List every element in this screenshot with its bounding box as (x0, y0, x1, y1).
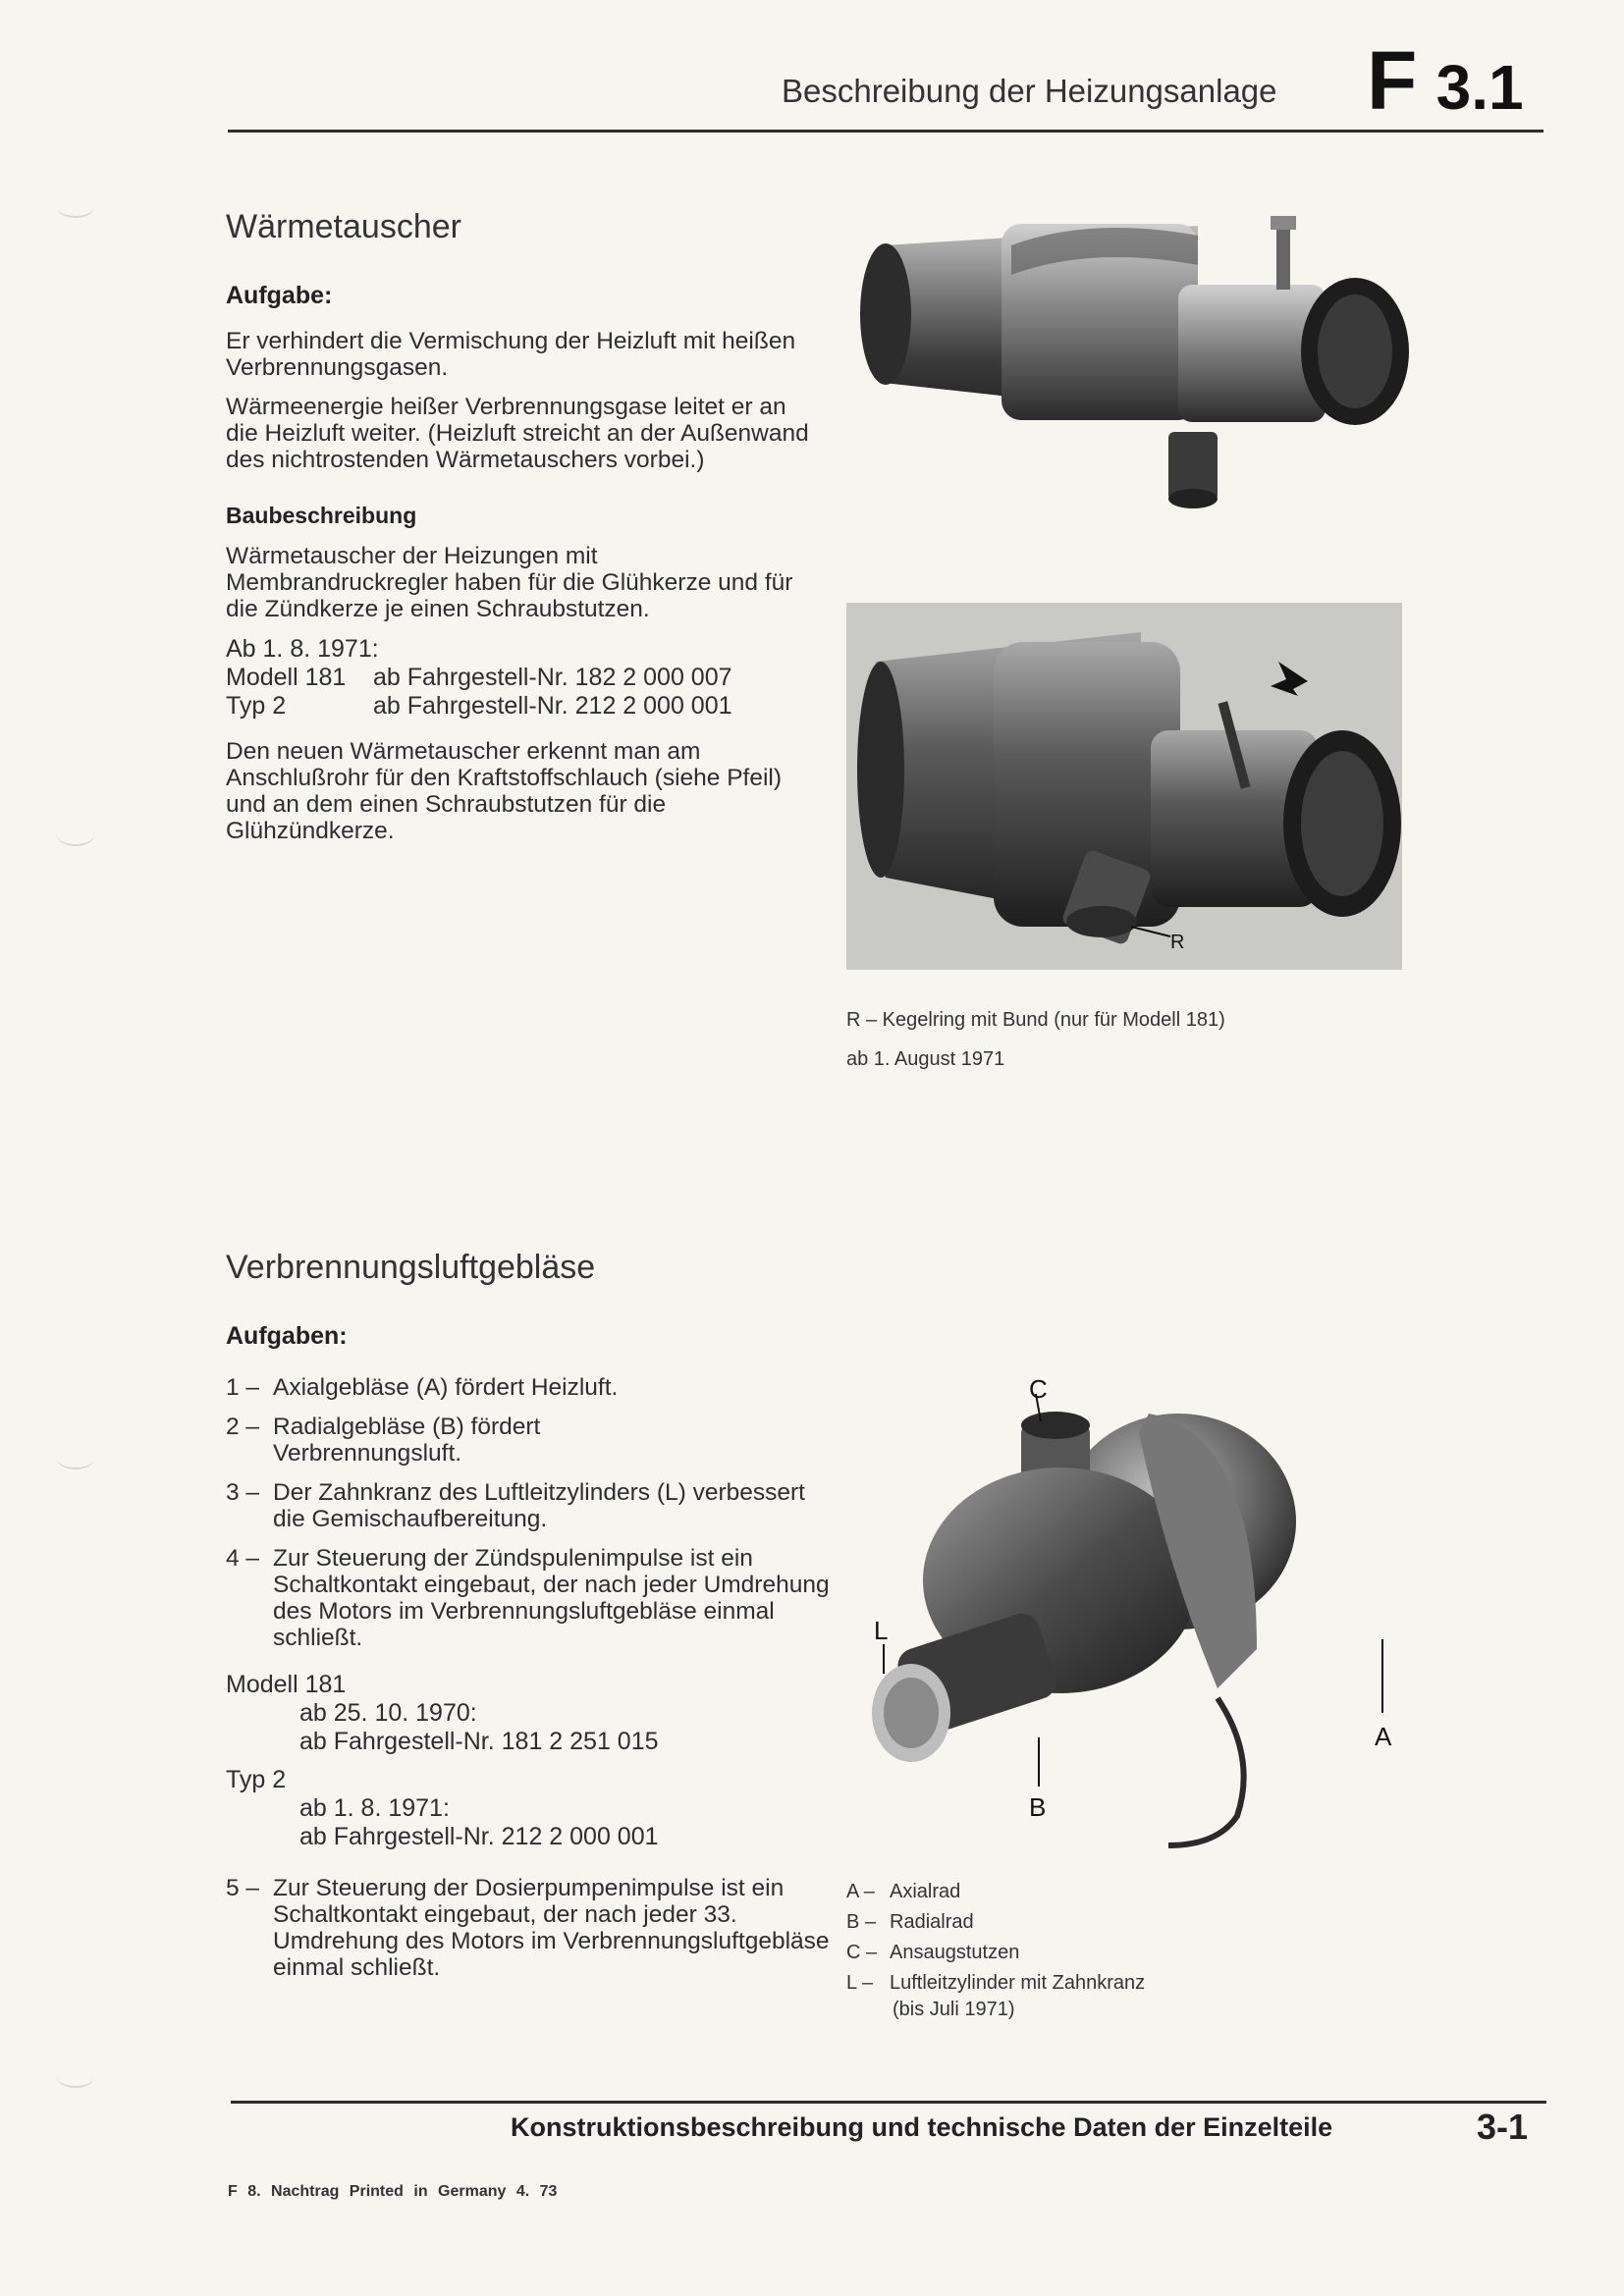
chassis-spec-2 (226, 1671, 835, 1851)
list-text: Radialgebläse (B) fördert Verbrennungsluft. (273, 1414, 541, 1467)
photo-legend (846, 1877, 1145, 2020)
spec-value: ab Fahrgestell-Nr. 181 2 251 015 (299, 1728, 659, 1755)
caption-line: ab 1. August 1971 (846, 1048, 1005, 1070)
photo-label-r: R (1170, 932, 1185, 953)
subheading-aufgabe: Aufgabe: (226, 282, 333, 309)
list-item (226, 1479, 835, 1532)
list-number: 3 – (226, 1479, 260, 1506)
bau-text-2 (226, 738, 815, 844)
chapter-letter: F (1367, 34, 1416, 127)
list-text: Zur Steuerung der Dosierpumpenimpulse ist ein Schaltkontakt eingebaut, der nach jeder 33. Umdrehung des Motors im Verbrennungsluftgebläse einmal schließt. (273, 1875, 830, 1981)
legend-text: Luftleitzylinder mit Zahnkranz (890, 1972, 1146, 1994)
punch-hole-mark (57, 2066, 94, 2088)
legend-note: (bis Juli 1971) (893, 1999, 1015, 2020)
caption-line: R – Kegelring mit Bund (nur für Modell 181) (846, 1009, 1225, 1031)
chassis-spec (226, 635, 815, 721)
list-text: Zur Steuerung der Zündspulenimpulse ist ein Schaltkontakt eingebaut, der nach jeder Umdrehung des Motors im Verbrennungsluftgebläse einmal schließt. (273, 1545, 830, 1651)
punch-hole-mark (57, 825, 94, 846)
spec-label: Modell 181 (226, 664, 347, 691)
section-waermetauscher (226, 208, 815, 857)
photo-label-l: L (874, 1616, 889, 1645)
legend-text: Axialrad (890, 1881, 961, 1902)
list-number: 1 – (226, 1374, 260, 1401)
list-item (226, 1875, 835, 1981)
section-verbrennungsluftgeblaese (226, 1249, 835, 1994)
aufgabe-text (226, 328, 815, 473)
photo-heat-exchanger (844, 206, 1434, 530)
list-number: 2 – (226, 1414, 260, 1440)
running-header-title: Beschreibung der Heizungsanlage (782, 73, 1277, 109)
list-item (226, 1414, 835, 1467)
footer-rule (231, 2101, 1546, 2104)
spec-since: Ab 1. 8. 1971: (226, 635, 379, 663)
spec-value: ab Fahrgestell-Nr. 212 2 000 001 (299, 1823, 659, 1850)
spec-row (226, 664, 815, 692)
photo-label-b: B (1029, 1792, 1047, 1822)
paragraph: Wärmeenergie heißer Verbrennungsgase leitet er an die Heizluft weiter. (Heizluft streicht an der Außenwand des nichtrostenden Wärmetauschers vorbei.) (226, 394, 809, 473)
photo-label-c: C (1029, 1374, 1048, 1404)
photo-caption (846, 1005, 1225, 1074)
spec-value: ab Fahrgestell-Nr. 212 2 000 001 (373, 692, 732, 720)
list-text: Axialgebläse (A) fördert Heizluft. (273, 1374, 619, 1401)
task-list-2 (226, 1875, 835, 1981)
spec-value: ab Fahrgestell-Nr. 182 2 000 007 (373, 664, 732, 691)
legend-item (846, 1938, 1145, 1968)
punch-hole-mark (57, 1448, 94, 1469)
spec-label: Modell 181 (226, 1671, 347, 1698)
spec-label: Typ 2 (226, 1766, 287, 1793)
spec-row (226, 692, 815, 721)
chapter-code (1367, 33, 1524, 129)
task-list (226, 1374, 835, 1651)
legend-text: Ansaugstutzen (890, 1942, 1020, 1963)
spec-value: ab 25. 10. 1970: (299, 1699, 477, 1727)
photo-combustion-air-blower (844, 1374, 1434, 1885)
header-rule (228, 130, 1543, 133)
chapter-number: 3.1 (1435, 52, 1524, 123)
section-title: Verbrennungsluftgebläse (226, 1249, 596, 1286)
list-number: 5 – (226, 1875, 260, 1901)
legend-key: L – (846, 1972, 874, 1994)
paragraph: Den neuen Wärmetauscher erkennt man am Anschlußrohr für den Kraftstoffschlauch (siehe Pfeil) und an dem einen Schraubstutzen für die Glühzündkerze. (226, 738, 783, 844)
photo-heat-exchanger-new (846, 603, 1402, 970)
imprint: F 8. Nachtrag Printed in Germany 4. 73 (228, 2183, 558, 2200)
bau-text (226, 543, 815, 622)
photo-label-a: A (1375, 1722, 1392, 1751)
page-number: 3-1 (1477, 2107, 1529, 2147)
punch-hole-mark (57, 196, 94, 218)
subheading-aufgaben: Aufgaben: (226, 1322, 348, 1350)
legend-key: B – (846, 1911, 877, 1933)
list-item (226, 1545, 835, 1651)
list-text: Der Zahnkranz des Luftleitzylinders (L) verbessert die Gemischaufbereitung. (273, 1479, 805, 1532)
legend-key: C – (846, 1942, 878, 1963)
paragraph: Wärmetauscher der Heizungen mit Membrandruckregler haben für die Glühkerze und für die Zündkerze je einen Schraubstutzen. (226, 543, 793, 622)
paragraph: Er verhindert die Vermischung der Heizluft mit heißen Verbrennungsgasen. (226, 328, 796, 381)
footer-title: Konstruktionsbeschreibung und technische Daten der Einzelteile (511, 2112, 1333, 2142)
spec-label: Typ 2 (226, 692, 287, 720)
list-number: 4 – (226, 1545, 260, 1572)
spec-value: ab 1. 8. 1971: (299, 1794, 450, 1822)
section-title: Wärmetauscher (226, 208, 461, 245)
legend-text: Radialrad (890, 1911, 974, 1933)
legend-item (846, 1968, 1145, 1999)
list-item (226, 1374, 835, 1401)
subheading-baubeschreibung: Baubeschreibung (226, 503, 417, 528)
legend-item (846, 1907, 1145, 1938)
legend-key: A – (846, 1881, 875, 1902)
legend-item (846, 1877, 1145, 1907)
